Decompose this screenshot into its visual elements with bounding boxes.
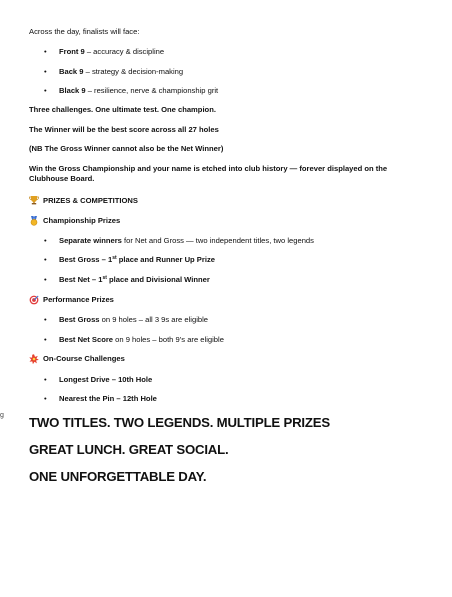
championship-item-best-gross: Best Gross – 1st place and Runner Up Prize	[59, 255, 215, 264]
bullet-dot: •	[44, 47, 47, 56]
closing-line-3: ONE UNFORGETTABLE DAY.	[29, 469, 207, 484]
bullet-dot: •	[44, 236, 47, 245]
challenge-front9: Front 9 – accuracy & discipline	[59, 47, 165, 56]
bullet-dot: •	[44, 375, 47, 384]
performance-item-net: Best Net Score on 9 holes – both 9’s are eligible	[59, 335, 224, 344]
winner-line: The Winner will be the best score across all 27 holes	[29, 125, 219, 134]
challenge-back9: Back 9 – strategy & decision-making	[59, 67, 184, 76]
oncourse-heading: On-Course Challenges	[43, 354, 125, 363]
prizes-heading: PRIZES & COMPETITIONS	[43, 196, 138, 205]
closing-line-2: GREAT LUNCH. GREAT SOCIAL.	[29, 442, 229, 457]
oncourse-item-nearest-pin: Nearest the Pin – 12th Hole	[59, 394, 157, 403]
intro-text: Across the day, finalists will face:	[29, 27, 140, 36]
bullet-dot: •	[44, 315, 47, 324]
bullet-dot: •	[44, 394, 47, 403]
performance-heading: Performance Prizes	[43, 295, 114, 304]
target-icon	[29, 295, 39, 305]
history-line: Win the Gross Championship and your name is etched into club history — forever displayed on the Clubhouse Board.	[29, 164, 388, 183]
margin-mark: g	[0, 412, 4, 419]
championship-item-separate: Separate winners for Net and Gross — two independent titles, two legends	[59, 236, 314, 245]
challenge-black9: Black 9 – resilience, nerve & championship grit	[59, 86, 219, 95]
bullet-dot: •	[44, 275, 47, 284]
championship-item-best-net: Best Net – 1st place and Divisional Winner	[59, 275, 210, 284]
trophy-icon	[29, 195, 39, 205]
bullet-dot: •	[44, 86, 47, 95]
nb-line: (NB The Gross Winner cannot also be the Net Winner)	[29, 144, 224, 153]
bullet-dot: •	[44, 255, 47, 264]
medal-icon	[29, 216, 39, 226]
bullet-dot: •	[44, 67, 47, 76]
closing-line-1: TWO TITLES. TWO LEGENDS. MULTIPLE PRIZES	[29, 415, 330, 430]
championship-heading: Championship Prizes	[43, 216, 121, 225]
collision-icon	[29, 354, 39, 364]
bullet-dot: •	[44, 335, 47, 344]
oncourse-item-longest-drive: Longest Drive – 10th Hole	[59, 375, 153, 384]
performance-item-gross: Best Gross on 9 holes – all 3 9s are eligible	[59, 315, 209, 324]
tagline: Three challenges. One ultimate test. One champion.	[29, 105, 216, 114]
